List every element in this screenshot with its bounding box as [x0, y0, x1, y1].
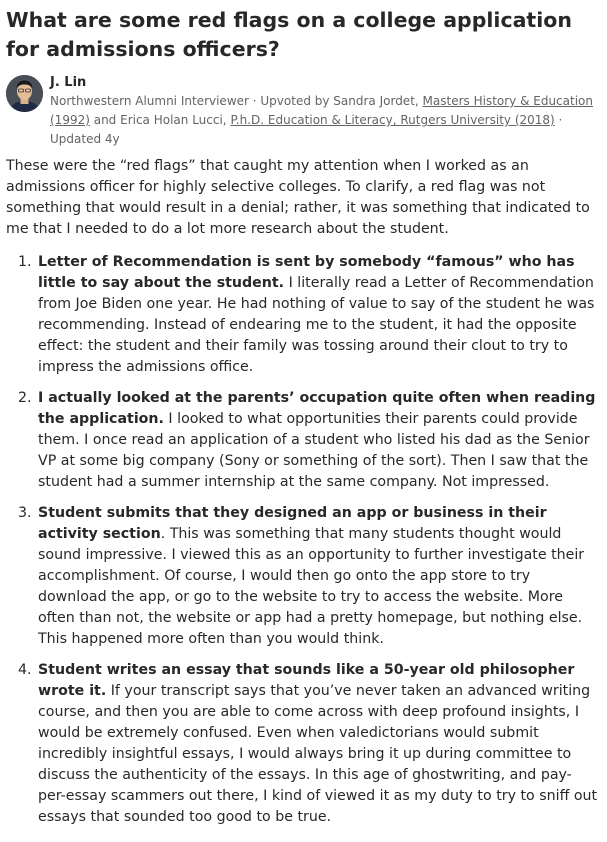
upvoter-credential-1[interactable]: Masters History & Education (1992) [50, 94, 593, 127]
author-avatar[interactable] [6, 75, 43, 112]
author-meta [50, 92, 599, 149]
red-flags-list [6, 252, 599, 828]
list-item-text: I literally read a Letter of Recommendation from Joe Biden one year. He had nothing of value to say of the student he was recommending. Instead of endearing me to the student, it had the opposite effect: the student and their family was tossing around their clout to try to impress the admissions office. [38, 275, 595, 375]
question-title[interactable]: What are some red flags on a college application for admissions officers? [6, 8, 572, 61]
list-item-text: I looked to what opportunities their parents could provide them. I once read an application of a student who listed his dad as the Senior VP at some big company (Sony or something of the sort). Then I saw that the student had a summer internship at the same company. Not impressed. [38, 411, 590, 490]
author-credential: Northwestern Alumni Interviewer [50, 94, 249, 108]
list-item [36, 503, 599, 650]
list-item-text: . This was something that many students thought would sound impressive. I viewed this as an opportunity to further investigate their accomplishment. Of course, I would then go onto the app store to try download the app, or go to the website to try to access the website. More often than not, the website or app had a pretty homepage, but nothing else. This happened more often than you would think. [38, 526, 585, 647]
answer-intro: These were the “red flags” that caught my attention when I worked as an admissions officer for highly selective colleges. To clarify, a red flag was not something that would result in a denial; rather, it was something that indicated to me that I needed to do a lot more research about the student. [6, 158, 590, 237]
avatar-portrait-icon [6, 75, 43, 112]
list-item [36, 252, 599, 378]
upvoted-and: and Erica Holan Lucci, [89, 113, 231, 127]
list-item-heading: Letter of Recommendation is sent by somebody “famous” who has little to say about the student. [38, 254, 575, 291]
upvoter-credential-2[interactable]: P.h.D. Education & Literacy, Rutgers University (2018) [230, 113, 555, 127]
list-item [36, 660, 599, 828]
upvoted-prefix: · Upvoted by Sandra Jordet, [248, 94, 423, 108]
list-item-heading: Student submits that they designed an app or business in their activity section [38, 505, 547, 542]
list-item-heading: Student writes an essay that sounds like a 50-year old philosopher wrote it. [38, 662, 575, 699]
updated-timestamp[interactable]: · Updated 4y [50, 113, 563, 146]
author-name[interactable]: J. Lin [50, 75, 87, 90]
list-item-heading: I actually looked at the parents’ occupation quite often when reading the application. [38, 390, 596, 427]
list-item [36, 388, 599, 493]
author-info [50, 74, 599, 149]
author-row [6, 74, 599, 149]
list-item-text: If your transcript says that you’ve never taken an advanced writing course, and then you are able to come across with deep profound insights, I would be extremely confused. Even when valedictorians would submit incredibly insightful essays, I would always bring it up during committee to discuss the authenticity of the essays. In this age of ghostwriting, and pay-per-essay scammers out there, I kind of viewed it as my duty to try to sniff out essays that sounded too good to be true. [38, 683, 598, 825]
